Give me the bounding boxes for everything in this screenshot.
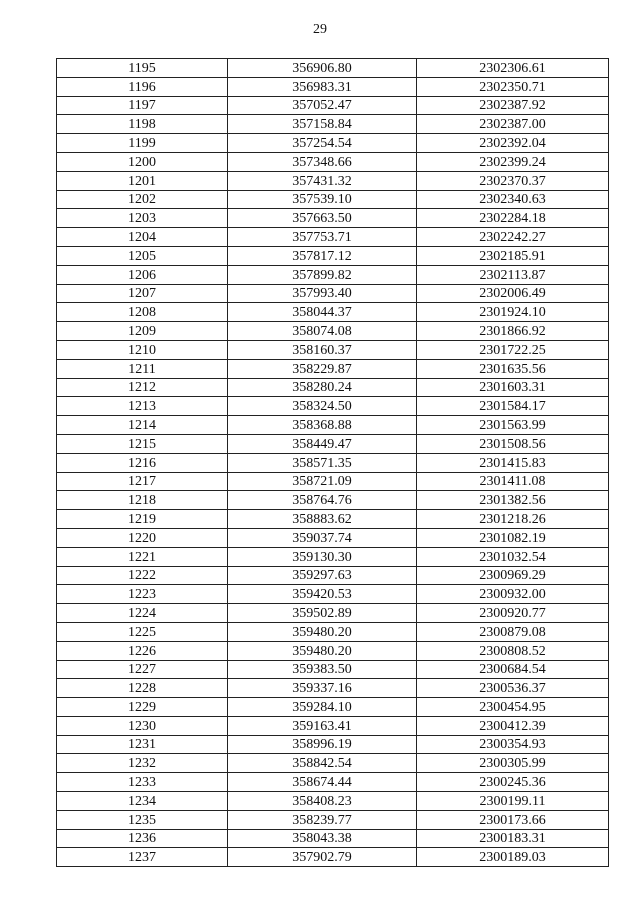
y-coordinate-cell: 2302242.27 bbox=[417, 228, 609, 247]
table-row bbox=[57, 134, 609, 153]
point-number-cell: 1199 bbox=[57, 134, 228, 153]
y-coordinate-cell: 2302306.61 bbox=[417, 59, 609, 78]
y-coordinate-cell: 2300412.39 bbox=[417, 716, 609, 735]
y-coordinate-cell: 2302284.18 bbox=[417, 209, 609, 228]
table-row bbox=[57, 284, 609, 303]
x-coordinate-cell: 359130.30 bbox=[228, 547, 417, 566]
point-number-cell: 1217 bbox=[57, 472, 228, 491]
y-coordinate-cell: 2301218.26 bbox=[417, 510, 609, 529]
x-coordinate-cell: 357254.54 bbox=[228, 134, 417, 153]
point-number-cell: 1203 bbox=[57, 209, 228, 228]
y-coordinate-cell: 2302340.63 bbox=[417, 190, 609, 209]
x-coordinate-cell: 358842.54 bbox=[228, 754, 417, 773]
point-number-cell: 1197 bbox=[57, 96, 228, 115]
table-row bbox=[57, 340, 609, 359]
point-number-cell: 1207 bbox=[57, 284, 228, 303]
x-coordinate-cell: 359284.10 bbox=[228, 698, 417, 717]
point-number-cell: 1225 bbox=[57, 622, 228, 641]
point-number-cell: 1228 bbox=[57, 679, 228, 698]
table-row bbox=[57, 735, 609, 754]
table-row bbox=[57, 622, 609, 641]
x-coordinate-cell: 357902.79 bbox=[228, 848, 417, 867]
y-coordinate-cell: 2300879.08 bbox=[417, 622, 609, 641]
point-number-cell: 1236 bbox=[57, 829, 228, 848]
x-coordinate-cell: 359037.74 bbox=[228, 528, 417, 547]
x-coordinate-cell: 357158.84 bbox=[228, 115, 417, 134]
table-row bbox=[57, 528, 609, 547]
table-row bbox=[57, 848, 609, 867]
y-coordinate-cell: 2300969.29 bbox=[417, 566, 609, 585]
point-number-cell: 1205 bbox=[57, 246, 228, 265]
x-coordinate-cell: 359383.50 bbox=[228, 660, 417, 679]
y-coordinate-cell: 2301563.99 bbox=[417, 416, 609, 435]
y-coordinate-cell: 2300199.11 bbox=[417, 792, 609, 811]
table-row bbox=[57, 96, 609, 115]
table-row bbox=[57, 416, 609, 435]
y-coordinate-cell: 2301635.56 bbox=[417, 359, 609, 378]
table-row bbox=[57, 585, 609, 604]
y-coordinate-cell: 2300189.03 bbox=[417, 848, 609, 867]
table-row bbox=[57, 792, 609, 811]
x-coordinate-cell: 358280.24 bbox=[228, 378, 417, 397]
point-number-cell: 1227 bbox=[57, 660, 228, 679]
x-coordinate-cell: 357431.32 bbox=[228, 171, 417, 190]
point-number-cell: 1222 bbox=[57, 566, 228, 585]
y-coordinate-cell: 2301415.83 bbox=[417, 453, 609, 472]
table-row bbox=[57, 547, 609, 566]
y-coordinate-cell: 2302185.91 bbox=[417, 246, 609, 265]
x-coordinate-cell: 358883.62 bbox=[228, 510, 417, 529]
table-row bbox=[57, 246, 609, 265]
x-coordinate-cell: 358674.44 bbox=[228, 773, 417, 792]
point-number-cell: 1234 bbox=[57, 792, 228, 811]
point-number-cell: 1231 bbox=[57, 735, 228, 754]
x-coordinate-cell: 357052.47 bbox=[228, 96, 417, 115]
point-number-cell: 1195 bbox=[57, 59, 228, 78]
x-coordinate-cell: 359420.53 bbox=[228, 585, 417, 604]
point-number-cell: 1198 bbox=[57, 115, 228, 134]
table-row bbox=[57, 679, 609, 698]
y-coordinate-cell: 2301584.17 bbox=[417, 397, 609, 416]
y-coordinate-cell: 2300454.95 bbox=[417, 698, 609, 717]
y-coordinate-cell: 2300920.77 bbox=[417, 604, 609, 623]
point-number-cell: 1235 bbox=[57, 810, 228, 829]
y-coordinate-cell: 2302387.92 bbox=[417, 96, 609, 115]
table-row bbox=[57, 303, 609, 322]
x-coordinate-cell: 357663.50 bbox=[228, 209, 417, 228]
table-row bbox=[57, 453, 609, 472]
x-coordinate-cell: 358160.37 bbox=[228, 340, 417, 359]
point-number-cell: 1209 bbox=[57, 322, 228, 341]
point-number-cell: 1211 bbox=[57, 359, 228, 378]
x-coordinate-cell: 359480.20 bbox=[228, 641, 417, 660]
table-row bbox=[57, 359, 609, 378]
point-number-cell: 1206 bbox=[57, 265, 228, 284]
coordinates-table-body bbox=[57, 59, 609, 867]
table-row bbox=[57, 115, 609, 134]
x-coordinate-cell: 358324.50 bbox=[228, 397, 417, 416]
point-number-cell: 1233 bbox=[57, 773, 228, 792]
x-coordinate-cell: 358074.08 bbox=[228, 322, 417, 341]
x-coordinate-cell: 357993.40 bbox=[228, 284, 417, 303]
x-coordinate-cell: 357348.66 bbox=[228, 152, 417, 171]
page-number: 29 bbox=[313, 22, 327, 37]
table-row bbox=[57, 829, 609, 848]
y-coordinate-cell: 2300245.36 bbox=[417, 773, 609, 792]
y-coordinate-cell: 2300183.31 bbox=[417, 829, 609, 848]
table-row bbox=[57, 152, 609, 171]
table-row bbox=[57, 171, 609, 190]
x-coordinate-cell: 357817.12 bbox=[228, 246, 417, 265]
table-row bbox=[57, 641, 609, 660]
y-coordinate-cell: 2300932.00 bbox=[417, 585, 609, 604]
y-coordinate-cell: 2300536.37 bbox=[417, 679, 609, 698]
y-coordinate-cell: 2302387.00 bbox=[417, 115, 609, 134]
x-coordinate-cell: 359163.41 bbox=[228, 716, 417, 735]
y-coordinate-cell: 2301382.56 bbox=[417, 491, 609, 510]
point-number-cell: 1212 bbox=[57, 378, 228, 397]
x-coordinate-cell: 358229.87 bbox=[228, 359, 417, 378]
y-coordinate-cell: 2301508.56 bbox=[417, 434, 609, 453]
y-coordinate-cell: 2300808.52 bbox=[417, 641, 609, 660]
point-number-cell: 1218 bbox=[57, 491, 228, 510]
table-row bbox=[57, 810, 609, 829]
y-coordinate-cell: 2301032.54 bbox=[417, 547, 609, 566]
point-number-cell: 1214 bbox=[57, 416, 228, 435]
table-row bbox=[57, 491, 609, 510]
x-coordinate-cell: 359502.89 bbox=[228, 604, 417, 623]
table-row bbox=[57, 660, 609, 679]
point-number-cell: 1210 bbox=[57, 340, 228, 359]
point-number-cell: 1216 bbox=[57, 453, 228, 472]
point-number-cell: 1219 bbox=[57, 510, 228, 529]
x-coordinate-cell: 358721.09 bbox=[228, 472, 417, 491]
y-coordinate-cell: 2302350.71 bbox=[417, 77, 609, 96]
point-number-cell: 1226 bbox=[57, 641, 228, 660]
table-row bbox=[57, 190, 609, 209]
x-coordinate-cell: 358408.23 bbox=[228, 792, 417, 811]
point-number-cell: 1223 bbox=[57, 585, 228, 604]
y-coordinate-cell: 2301603.31 bbox=[417, 378, 609, 397]
point-number-cell: 1232 bbox=[57, 754, 228, 773]
point-number-cell: 1213 bbox=[57, 397, 228, 416]
table-row bbox=[57, 604, 609, 623]
table-row bbox=[57, 209, 609, 228]
table-row bbox=[57, 754, 609, 773]
y-coordinate-cell: 2302006.49 bbox=[417, 284, 609, 303]
x-coordinate-cell: 356906.80 bbox=[228, 59, 417, 78]
x-coordinate-cell: 358449.47 bbox=[228, 434, 417, 453]
x-coordinate-cell: 359337.16 bbox=[228, 679, 417, 698]
table-row bbox=[57, 397, 609, 416]
y-coordinate-cell: 2301866.92 bbox=[417, 322, 609, 341]
table-row bbox=[57, 566, 609, 585]
x-coordinate-cell: 357539.10 bbox=[228, 190, 417, 209]
table-row bbox=[57, 698, 609, 717]
point-number-cell: 1196 bbox=[57, 77, 228, 96]
x-coordinate-cell: 358764.76 bbox=[228, 491, 417, 510]
table-row bbox=[57, 59, 609, 78]
table-row bbox=[57, 434, 609, 453]
point-number-cell: 1221 bbox=[57, 547, 228, 566]
y-coordinate-cell: 2301924.10 bbox=[417, 303, 609, 322]
y-coordinate-cell: 2302113.87 bbox=[417, 265, 609, 284]
point-number-cell: 1208 bbox=[57, 303, 228, 322]
table-row bbox=[57, 510, 609, 529]
y-coordinate-cell: 2301082.19 bbox=[417, 528, 609, 547]
y-coordinate-cell: 2302399.24 bbox=[417, 152, 609, 171]
table-row bbox=[57, 472, 609, 491]
x-coordinate-cell: 357899.82 bbox=[228, 265, 417, 284]
table-row bbox=[57, 716, 609, 735]
y-coordinate-cell: 2301722.25 bbox=[417, 340, 609, 359]
point-number-cell: 1200 bbox=[57, 152, 228, 171]
x-coordinate-cell: 358996.19 bbox=[228, 735, 417, 754]
y-coordinate-cell: 2301411.08 bbox=[417, 472, 609, 491]
x-coordinate-cell: 359297.63 bbox=[228, 566, 417, 585]
table-row bbox=[57, 322, 609, 341]
y-coordinate-cell: 2302392.04 bbox=[417, 134, 609, 153]
table-row bbox=[57, 77, 609, 96]
x-coordinate-cell: 358368.88 bbox=[228, 416, 417, 435]
point-number-cell: 1215 bbox=[57, 434, 228, 453]
table-row bbox=[57, 378, 609, 397]
x-coordinate-cell: 358239.77 bbox=[228, 810, 417, 829]
point-number-cell: 1204 bbox=[57, 228, 228, 247]
x-coordinate-cell: 358571.35 bbox=[228, 453, 417, 472]
table-row bbox=[57, 773, 609, 792]
y-coordinate-cell: 2300173.66 bbox=[417, 810, 609, 829]
x-coordinate-cell: 359480.20 bbox=[228, 622, 417, 641]
point-number-cell: 1220 bbox=[57, 528, 228, 547]
point-number-cell: 1202 bbox=[57, 190, 228, 209]
point-number-cell: 1224 bbox=[57, 604, 228, 623]
y-coordinate-cell: 2302370.37 bbox=[417, 171, 609, 190]
point-number-cell: 1229 bbox=[57, 698, 228, 717]
point-number-cell: 1201 bbox=[57, 171, 228, 190]
y-coordinate-cell: 2300684.54 bbox=[417, 660, 609, 679]
x-coordinate-cell: 358044.37 bbox=[228, 303, 417, 322]
y-coordinate-cell: 2300305.99 bbox=[417, 754, 609, 773]
point-number-cell: 1237 bbox=[57, 848, 228, 867]
x-coordinate-cell: 358043.38 bbox=[228, 829, 417, 848]
table-row bbox=[57, 265, 609, 284]
x-coordinate-cell: 356983.31 bbox=[228, 77, 417, 96]
coordinates-table bbox=[56, 58, 609, 867]
point-number-cell: 1230 bbox=[57, 716, 228, 735]
y-coordinate-cell: 2300354.93 bbox=[417, 735, 609, 754]
x-coordinate-cell: 357753.71 bbox=[228, 228, 417, 247]
table-row bbox=[57, 228, 609, 247]
